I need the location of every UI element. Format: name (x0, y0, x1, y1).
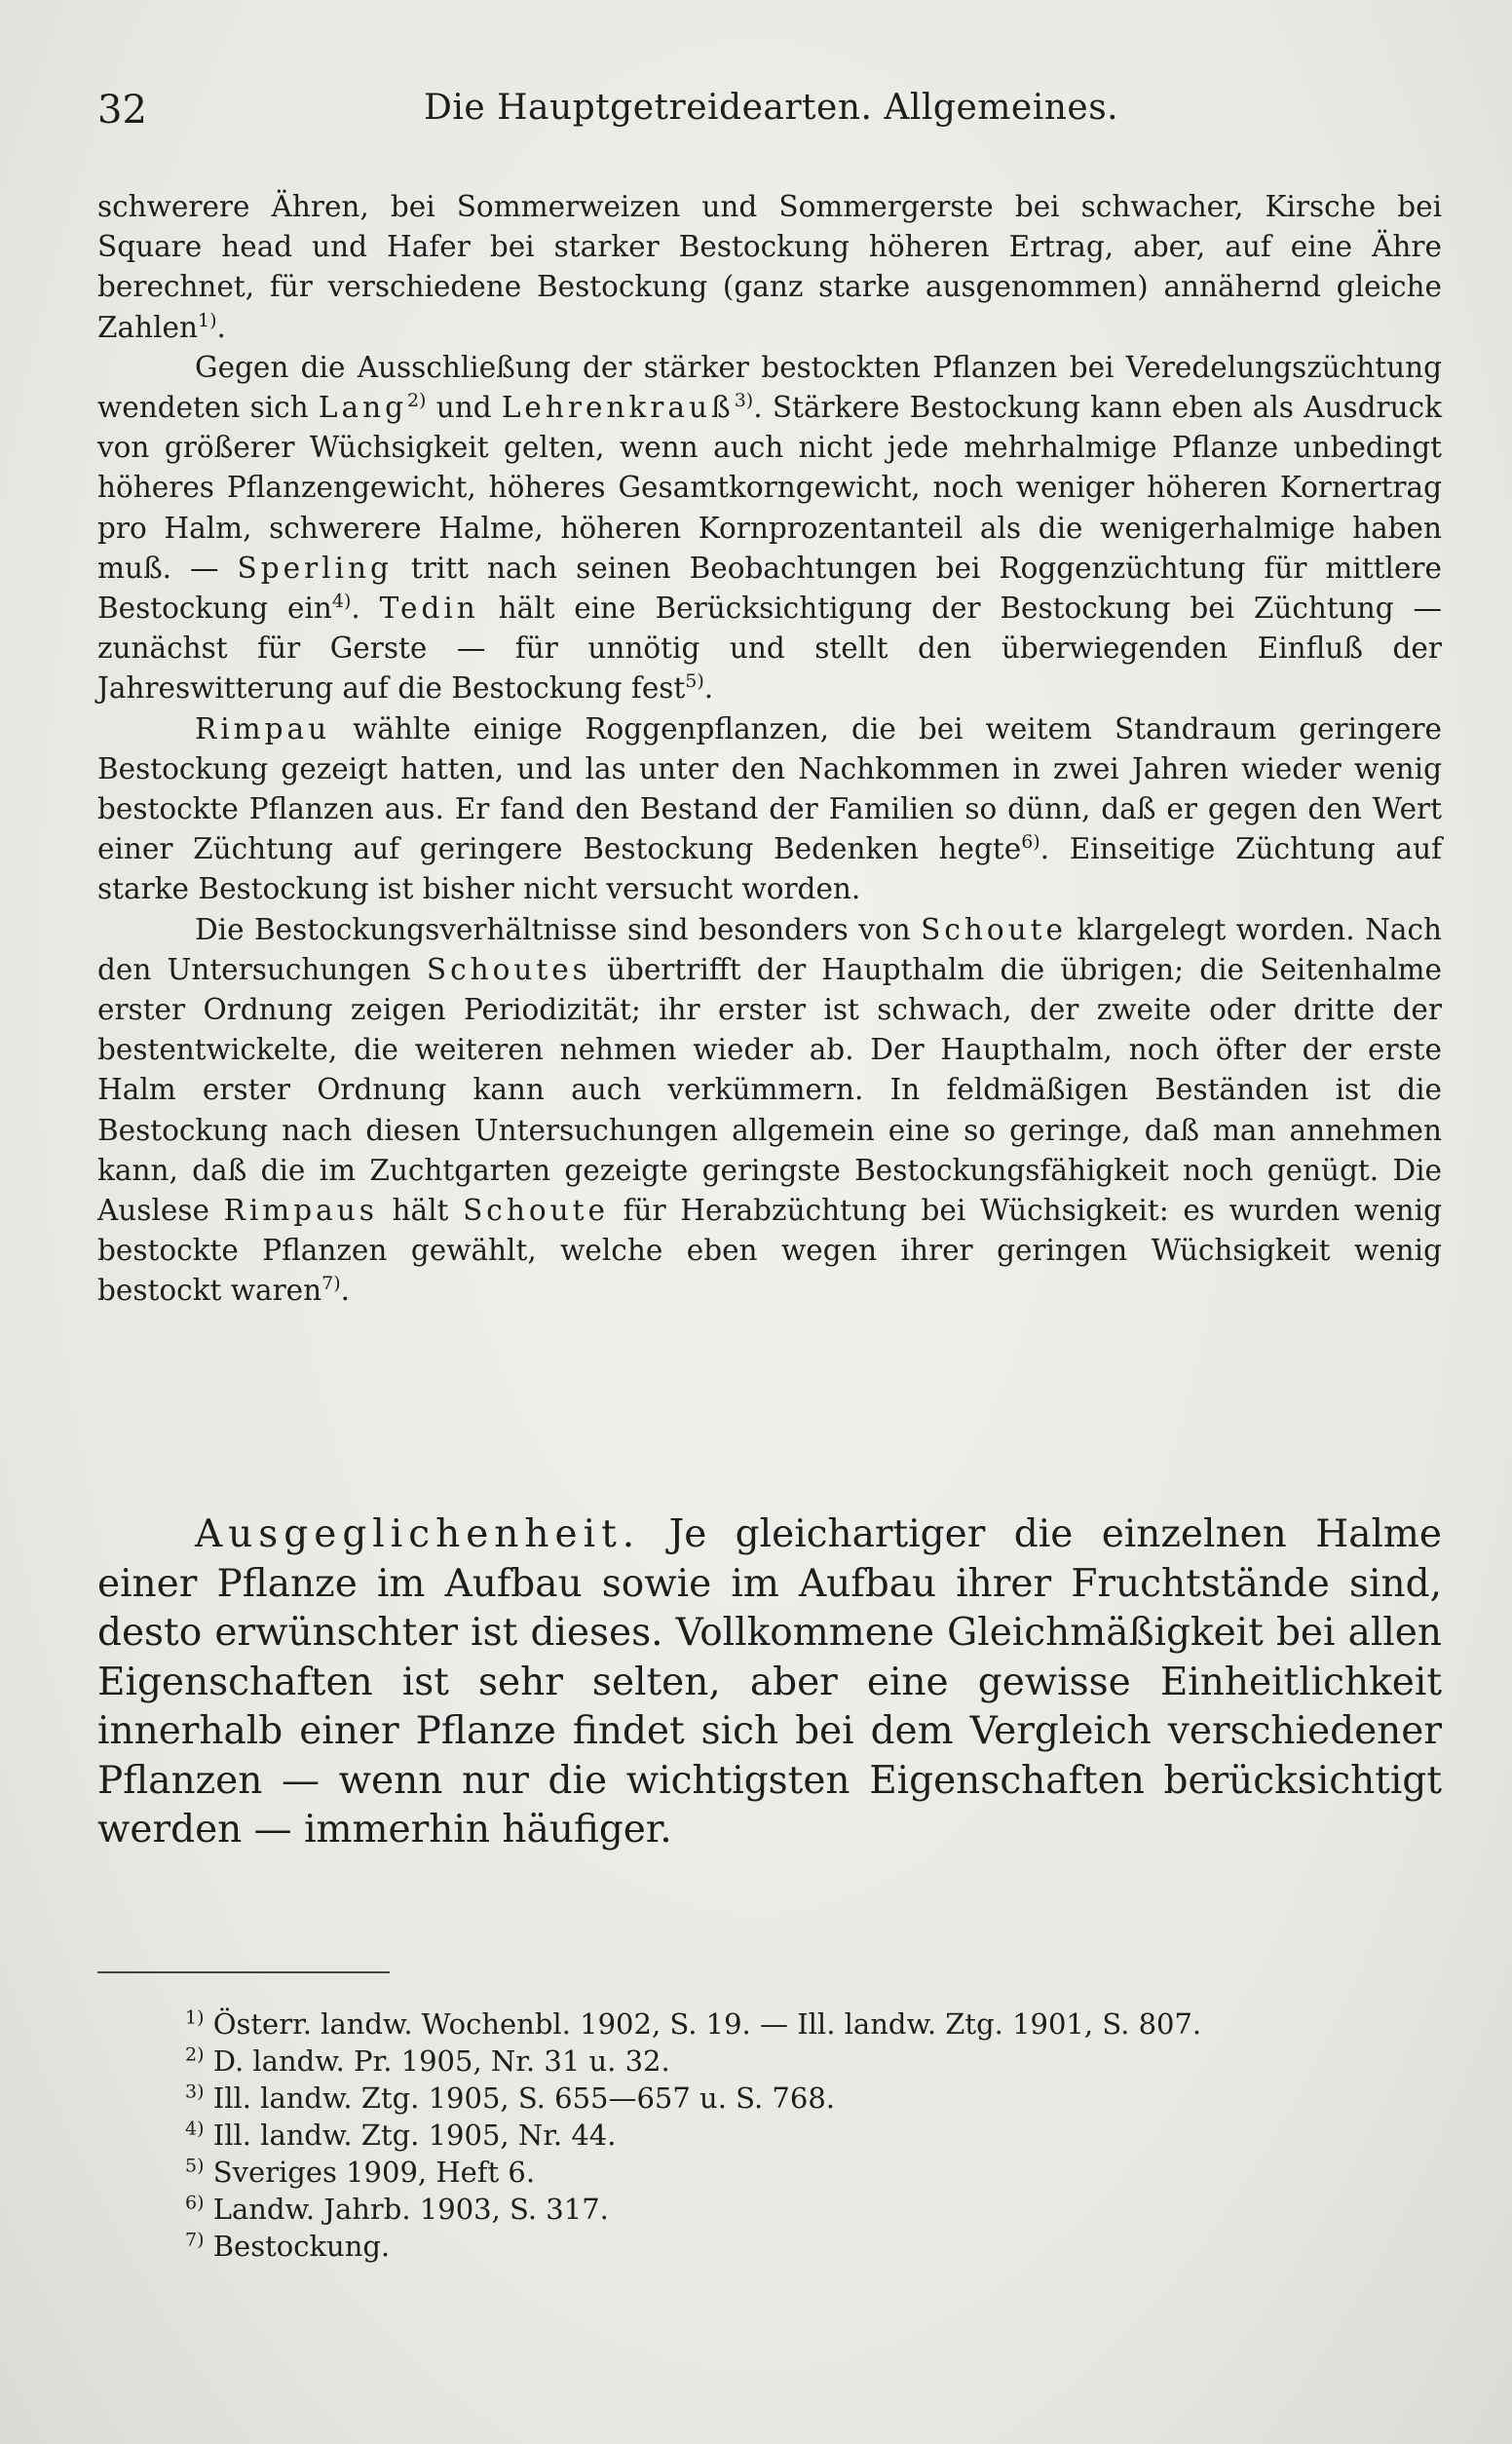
footnote-item: $^{7)}$ Bestockung. (185, 2229, 391, 2263)
footnote-ref: 6) (1021, 831, 1040, 854)
footnotes (185, 2005, 1452, 2265)
section-text: Je gleichartiger die einzelnen Halme einer Pflanze im Aufbau sowie im Aufbau ihrer Fruchtstände sind, desto erwünschter ist dieses. Vollkommene Gleichmäßigkeit bei allen Eigenschaften ist sehr selten, aber eine gewisse Einheitlichkeit innerhalb einer Pflanze findet sich bei dem Vergleich verschiedener Pflanzen — wenn nur die wichtigsten Eigenschaften berücksichtigt werden — immerhin häufiger. (97, 1512, 1442, 1852)
page-header (97, 88, 1442, 156)
author-name: Sperling (237, 551, 393, 585)
footnote-item: $^{5)}$ Sveriges 1909, Heft 6. (185, 2155, 536, 2189)
section-ausgeglichenheit (97, 1510, 1442, 1855)
footnote-ref: 4) (331, 591, 352, 613)
running-head: Die Hauptgetreidearten. Allgemeines. (424, 88, 1119, 128)
author-name: Schoutes (426, 952, 591, 986)
footnote-item: $^{2)}$ D. landw. Pr. 1905, Nr. 31 u. 32. (185, 2043, 670, 2078)
footnote-ref: 2) (406, 390, 427, 412)
page-number: 32 (97, 88, 147, 133)
footnote-item: $^{4)}$ Ill. landw. Ztg. 1905, Nr. 44. (185, 2118, 617, 2152)
author-name: Rimpau (195, 711, 331, 745)
paragraph-4: Die Bestockungsverhältnisse sind besonders von Schoute klargelegt worden. Nach den Untersuchungen Schoutes übertrifft der Haupthalm die übrigen; die Seitenhalme erster Ordnung zeigen Periodizität; ihr erster ist schwach, der zweite oder dritte der bestentwickelte, die weiteren nehmen wieder ab. Der Haupthalm, noch öfter der erste Halm erster Ordnung kann auch verkümmern. In feldmäßigen Beständen ist die Bestockung nach diesen Untersuchungen allgemein eine so geringe, daß man annehmen kann, daß die im Zuchtgarten gezeigte geringste Bestockungsfähigkeit noch genügt. Die Auslese Rimpaus hält Schoute für Herabzüchtung bei Wüchsigkeit: es wurden wenig bestockte Pflanzen gewählt, welche eben wegen ihrer geringen Wüchsigkeit wenig bestockt waren$^{7)}$. (97, 912, 1443, 1308)
footnote-ref: 5) (685, 670, 704, 693)
footnote-item: $^{1)}$ Österr. landw. Wochenbl. 1902, S. 19. — Ill. landw. Ztg. 1901, S. 807. (185, 2006, 1202, 2041)
body-text-small (97, 187, 1442, 1312)
section-heading: Ausgeglichenheit. (195, 1512, 641, 1556)
paragraph-2: Gegen die Ausschließung der stärker bestockten Pflanzen bei Veredelungszüchtung wendeten sich Lang$^{2)}$ und Lehrenkrauß$^{3)}$. Stärkere Bestockung kann eben als Ausdruck von größerer Wüchsigkeit gelten, wenn auch nicht jede mehrhalmige Pflanze unbedingt höheres Pflanzengewicht, höheres Gesamtkorngewicht, noch weniger höheren Kornertrag pro Halm, schwerere Halme, höheren Kornprozentanteil als die wenigerhalmige haben muß. — Sperling tritt nach seinen Beobachtungen bei Roggenzüchtung für mittlere Bestockung ein$^{4)}$. Tedin hält eine Berücksichtigung der Bestockung bei Züchtung — zunächst für Gerste — für unnötig und stellt den überwiegenden Einfluß der Jahreswitterung auf die Bestockung fest$^{5)}$. (97, 350, 1442, 706)
footnote-ref: 7) (321, 1273, 341, 1295)
author-name: Tedin (379, 592, 479, 626)
author-name: Schoute (463, 1194, 609, 1228)
footnote-item: $^{6)}$ Landw. Jahrb. 1903, S. 317. (185, 2192, 609, 2226)
author-name: Rimpaus (223, 1194, 378, 1228)
author-name: Lang (318, 391, 407, 425)
paragraph-1: schwerere Ähren, bei Sommerweizen und Sommergerste bei schwacher, Kirsche bei Square head und Hafer bei starker Bestockung höheren Ertrag, aber, auf eine Ähre berechnet, für verschiedene Bestockung (ganz starke ausgenommen) annähernd gleiche Zahlen$^{1)}$. (97, 190, 1442, 344)
footnote-item: $^{3)}$ Ill. landw. Ztg. 1905, S. 655—657 u. S. 768. (185, 2081, 835, 2115)
footnote-ref: 3) (734, 390, 754, 412)
footnote-ref: 1) (197, 309, 217, 331)
footnote-divider (97, 1971, 390, 1973)
paragraph-3: Rimpau wählte einige Roggenpflanzen, die bei weitem Standraum geringere Bestockung gezeigt hatten, und las unter den Nachkommen in zwei Jahren wieder wenig bestockte Pflanzen aus. Er fand den Bestand der Familien so dünn, daß er gegen den Wert einer Züchtung auf geringere Bestockung Bedenken hegte$^{6)}$. Einseitige Züchtung auf starke Bestockung ist bisher nicht versucht worden. (97, 711, 1442, 906)
author-name: Lehrenkrauß (501, 391, 735, 425)
author-name: Schoute (921, 912, 1067, 946)
